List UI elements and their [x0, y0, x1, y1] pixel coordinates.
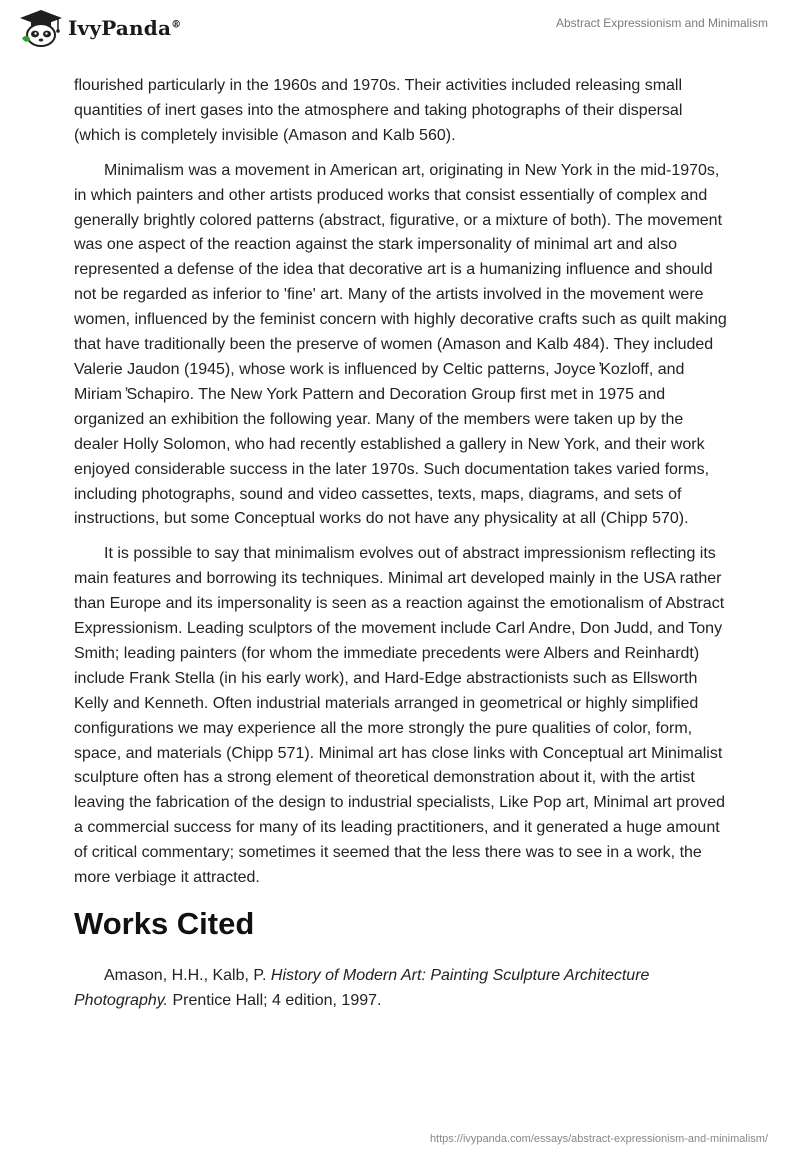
page-header [0, 0, 800, 56]
paragraph-continuation: flourished particularly in the 1960s and 1970s. Their activities included releasing small quantities of inert gases into the atmosphere and taking photographs of their dispersal (which is completely invisible (Amason and Kalb 560). [74, 77, 683, 144]
works-cited-heading: Works Cited [74, 906, 255, 941]
citation-authors: Amason, H.H., Kalb, P. [104, 967, 271, 984]
paragraph-minimalism: Minimalism was a movement in American art, originating in New York in the mid-1970s, in which painters and other artists produced works that consist essentially of complex and generally brightly colored patterns (abstract, figurative, or a mixture of both). The movement was one aspect of the reaction against the stark impersonality of minimal art and also represented a defense of the idea that decorative art is a humanizing influence and should not be regarded as inferior to 'fine' art. Many of the artists involved in the movement were women, influenced by the feminist concern with highly decorative crafts such as quilt making that have traditionally been the preserve of women (Amason and Kalb 484). They included Valerie Jaudon (1945), whose work is influenced by Celtic patterns, Joyce ̓Kozloff, and Miriam ̓Schapiro. The New York Pattern and Decoration Group first met in 1975 and organized an exhibition the following year. Many of the members were taken up by the dealer Holly Solomon, who had recently established a gallery in New York, and their work enjoyed considerable success in the later 1970s. Such documentation takes varied forms, including photographs, sound and video cassettes, texts, maps, diagrams, and sets of instructions, but some Conceptual works do not have any physicality at all (Chipp 570). [74, 161, 727, 528]
paragraph-abstract-impressionism: It is possible to say that minimalism evolves out of abstract impressionism reflecting its main features and borrowing its techniques. Minimal art developed mainly in the USA rather than Europe and its impersonality is seen as a reaction against the emotionalism of Abstract Expressionism. Leading sculptors of the movement include Carl Andre, Don Judd, and Tony Smith; leading painters (for whom the immediate precedents were Albers and Reinhardt) include Frank Stella (in his early work), and Hard-Edge abstractionists such as Ellsworth Kelly and Kenneth. Often industrial materials arranged in geometrical or highly simplified configurations we may experience all the more strongly the pure qualities of color, form, space, and materials (Chipp 571). Minimal art has close links with Conceptual art Minimalist sculpture often has a strong element of theoretical demonstration about it, with the artist leaving the fabrication of the design to industrial specialists, Like Pop art, Minimal art proved a commercial success for many of its leading practitioners, and it generated a huge amount of critical commentary; sometimes it seemed that the less there was to see in a work, the more verbiage it attracted. [74, 545, 726, 887]
essay-content [74, 74, 730, 1024]
citation-title: History of Modern Art: Painting Sculpture Architecture Photography. [74, 967, 650, 1009]
brand-name: IvyPanda® [68, 16, 182, 40]
citation-publisher: Prentice Hall; 4 edition, 1997. [168, 991, 382, 1009]
document-title: Abstract Expressionism and Minimalism [555, 16, 768, 30]
citation-entry [74, 964, 730, 1014]
ivypanda-logo[interactable] [18, 8, 181, 48]
panda-graduation-cap-icon [18, 8, 64, 48]
footer-url[interactable]: https://ivypanda.com/essays/abstract-expressionism-and-minimalism/ [429, 1133, 768, 1145]
